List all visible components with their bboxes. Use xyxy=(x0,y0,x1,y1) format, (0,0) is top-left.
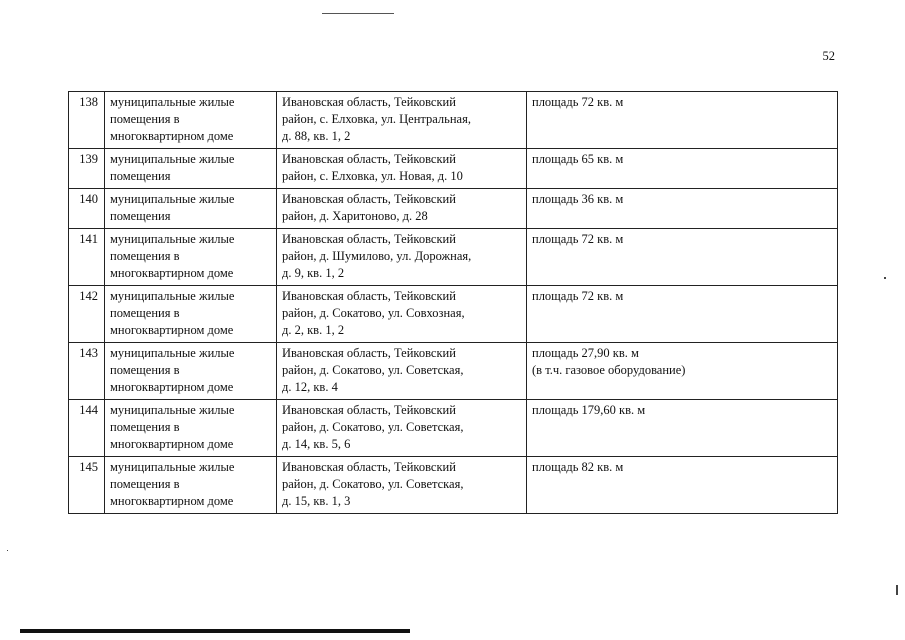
property-address: Ивановская область, Тейковский район, с. Елховка, ул. Центральная, д. 88, кв. 1, 2 xyxy=(277,92,527,149)
header-rule xyxy=(322,13,394,14)
property-description: площадь 72 кв. м xyxy=(527,286,838,343)
row-number: 140 xyxy=(69,189,105,229)
property-address: Ивановская область, Тейковский район, д. Сокатово, ул. Советская, д. 14, кв. 5, 6 xyxy=(277,400,527,457)
table-row xyxy=(69,457,838,514)
property-type: муниципальные жилые помещения в многоквартирном доме xyxy=(105,343,277,400)
table-row xyxy=(69,343,838,400)
property-type: муниципальные жилые помещения в многоквартирном доме xyxy=(105,400,277,457)
property-type: муниципальные жилые помещения в многоквартирном доме xyxy=(105,229,277,286)
scan-speck xyxy=(896,585,898,595)
row-number: 143 xyxy=(69,343,105,400)
row-number: 138 xyxy=(69,92,105,149)
table-row xyxy=(69,189,838,229)
row-number: 145 xyxy=(69,457,105,514)
property-address: Ивановская область, Тейковский район, д. Шумилово, ул. Дорожная, д. 9, кв. 1, 2 xyxy=(277,229,527,286)
table-row xyxy=(69,149,838,189)
property-table xyxy=(68,91,838,514)
row-number: 141 xyxy=(69,229,105,286)
property-address: Ивановская область, Тейковский район, д. Харитоново, д. 28 xyxy=(277,189,527,229)
property-description: площадь 82 кв. м xyxy=(527,457,838,514)
property-type: муниципальные жилые помещения в многоквартирном доме xyxy=(105,457,277,514)
scan-speck xyxy=(7,550,8,551)
property-type: муниципальные жилые помещения в многоквартирном доме xyxy=(105,92,277,149)
table-row xyxy=(69,92,838,149)
property-description: площадь 72 кв. м xyxy=(527,92,838,149)
row-number: 144 xyxy=(69,400,105,457)
property-description: площадь 65 кв. м xyxy=(527,149,838,189)
property-description: площадь 36 кв. м xyxy=(527,189,838,229)
property-description: площадь 27,90 кв. м (в т.ч. газовое оборудование) xyxy=(527,343,838,400)
row-number: 142 xyxy=(69,286,105,343)
property-type: муниципальные жилые помещения в многоквартирном доме xyxy=(105,286,277,343)
property-type: муниципальные жилые помещения xyxy=(105,189,277,229)
property-address: Ивановская область, Тейковский район, д. Сокатово, ул. Советская, д. 12, кв. 4 xyxy=(277,343,527,400)
property-type: муниципальные жилые помещения xyxy=(105,149,277,189)
property-description: площадь 72 кв. м xyxy=(527,229,838,286)
scan-speck xyxy=(884,277,886,279)
table-row xyxy=(69,400,838,457)
scan-edge-bar xyxy=(20,629,410,633)
property-address: Ивановская область, Тейковский район, с. Елховка, ул. Новая, д. 10 xyxy=(277,149,527,189)
property-description: площадь 179,60 кв. м xyxy=(527,400,838,457)
row-number: 139 xyxy=(69,149,105,189)
table-row xyxy=(69,286,838,343)
table-row xyxy=(69,229,838,286)
property-address: Ивановская область, Тейковский район, д. Сокатово, ул. Советская, д. 15, кв. 1, 3 xyxy=(277,457,527,514)
page-number: 52 xyxy=(822,49,835,63)
property-address: Ивановская область, Тейковский район, д. Сокатово, ул. Совхозная, д. 2, кв. 1, 2 xyxy=(277,286,527,343)
